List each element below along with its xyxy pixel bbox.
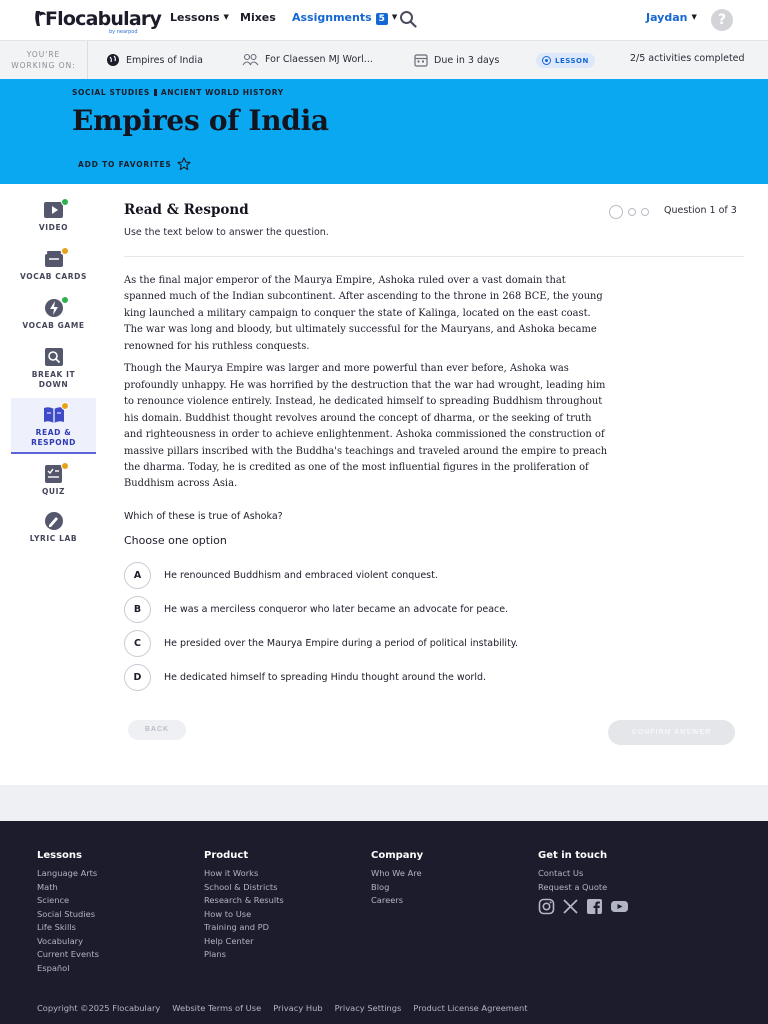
breadcrumb-topic[interactable]: ANCIENT WORLD HISTORY (160, 88, 284, 97)
option-text: He was a merciless conqueror who later became an advocate for peace. (164, 603, 509, 615)
sidebar-item-vocab-game[interactable] (11, 290, 96, 339)
answer-option-b[interactable] (124, 596, 508, 622)
footer-link[interactable]: Español (37, 962, 70, 973)
user-menu[interactable] (646, 11, 697, 24)
footer-column-lessons (37, 850, 99, 975)
favorites-label: ADD TO FAVORITES (78, 159, 172, 169)
option-letter: A (124, 562, 151, 589)
footer-link[interactable]: Plans (204, 949, 226, 959)
footer-column-contact (538, 850, 636, 915)
footer-link-privacy-settings[interactable]: Privacy Settings (334, 1003, 402, 1013)
choose-one-label: Choose one option (124, 534, 227, 547)
footer-link[interactable]: Science (37, 895, 70, 905)
page-title: Empires of India (72, 104, 329, 137)
nav-lessons[interactable] (170, 11, 229, 24)
footer-link[interactable]: Research & Results (204, 895, 284, 905)
footer-link-license[interactable]: Product License Agreement (413, 1003, 528, 1013)
working-due (414, 53, 499, 67)
footer-link[interactable]: Request a Quote (538, 881, 608, 892)
working-on-bar (0, 40, 768, 79)
footer-link[interactable]: School & Districts (204, 881, 278, 892)
top-nav (0, 0, 768, 40)
sidebar-item-label-2: DOWN (38, 380, 69, 389)
status-done-icon (61, 296, 69, 304)
sidebar-item-quiz[interactable] (11, 454, 96, 503)
working-lesson-name: Empires of India (126, 54, 203, 66)
logo-subtext: by nearpod (109, 29, 138, 35)
status-in-progress-icon (61, 402, 69, 410)
sidebar-item-label-2: RESPOND (31, 438, 76, 447)
sidebar-item-label: READ & (35, 428, 72, 437)
footer-link[interactable]: Contact Us (538, 868, 584, 878)
user-name: Jaydan (646, 11, 688, 24)
help-icon[interactable]: ? (711, 9, 733, 31)
footer-link[interactable]: Training and PD (204, 922, 270, 932)
status-in-progress-icon (61, 247, 69, 255)
flocabulary-logo[interactable] (31, 6, 162, 35)
footer-bottom-links (37, 1003, 540, 1013)
divider (124, 256, 744, 257)
footer-link[interactable]: How to Use (204, 908, 252, 919)
option-letter: D (124, 664, 151, 691)
confirm-answer-button[interactable]: CONFIRM ANSWER (608, 720, 735, 745)
status-in-progress-icon (61, 462, 69, 470)
footer-link[interactable]: Help Center (204, 935, 254, 946)
sidebar-item-label: VOCAB CARDS (20, 272, 87, 281)
sidebar-item-label: LYRIC LAB (29, 534, 78, 543)
working-label-line2: WORKING ON: (11, 61, 76, 70)
answer-option-d[interactable] (124, 664, 486, 690)
sidebar-item-label: BREAK IT (31, 370, 76, 379)
working-class (242, 53, 373, 66)
option-text: He dedicated himself to spreading Hindu thought around the world. (164, 671, 487, 683)
working-progress (630, 53, 745, 64)
facebook-icon[interactable] (586, 898, 603, 915)
lesson-dot-icon (542, 56, 551, 65)
option-letter: B (124, 596, 151, 623)
sidebar-item-label: QUIZ (41, 487, 66, 496)
footer-link[interactable]: How it Works (204, 868, 259, 878)
reading-passage (124, 273, 609, 499)
globe-icon (106, 53, 120, 67)
chevron-down-icon: ▼ (391, 13, 398, 21)
add-to-favorites-button[interactable] (78, 157, 191, 171)
footer-heading: Company (371, 850, 424, 861)
option-text: He presided over the Maurya Empire during a period of political instability. (164, 637, 519, 649)
x-twitter-icon[interactable] (562, 898, 579, 915)
footer-heading: Product (204, 850, 249, 861)
footer-link[interactable]: Who We Are (371, 868, 422, 878)
working-on-label (0, 41, 88, 79)
progress-dot-current (609, 205, 623, 219)
search-icon[interactable] (399, 10, 417, 28)
footer-link[interactable]: Careers (371, 895, 404, 905)
footer-link[interactable]: Current Events (37, 949, 99, 959)
lesson-type-badge (536, 53, 595, 68)
footer-link[interactable]: Language Arts (37, 868, 98, 878)
passage-paragraph: As the final major emperor of the Maurya Empire, Ashoka ruled over a vast domain that spanned much of the Indian subcontinent. After ascending to the throne in 268 BCE, the young king launched a military campaign to conquer the state of Kalinga, located on the east coast. The war was long and bloody, but ultimately successful for the Mauryans, and Ashoka became renowned for his ruthless conquests. (124, 275, 603, 352)
footer-link-privacy-hub[interactable]: Privacy Hub (273, 1003, 323, 1013)
working-label-line1: YOU'RE (26, 50, 61, 59)
sidebar-item-break-it-down[interactable] (11, 339, 96, 398)
chevron-down-icon: ▼ (223, 13, 229, 21)
question-text: Which of these is true of Ashoka? (124, 511, 283, 522)
lesson-hero (0, 79, 768, 184)
footer-spacer (0, 785, 768, 821)
sidebar-item-label: VOCAB GAME (22, 321, 85, 330)
nav-mixes[interactable] (240, 11, 276, 24)
answer-option-c[interactable] (124, 630, 518, 656)
assignments-count-badge: 5 (376, 13, 388, 25)
youtube-icon[interactable] (610, 898, 629, 915)
site-footer (0, 821, 768, 1024)
breadcrumb (72, 88, 284, 97)
chevron-down-icon: ▼ (691, 13, 697, 21)
logo-text: Flocabulary (45, 8, 162, 30)
working-due-text: Due in 3 days (434, 54, 500, 66)
lesson-type-label: LESSON (555, 56, 589, 65)
footer-column-product (204, 850, 284, 962)
footer-link[interactable]: Social Studies (37, 908, 96, 919)
footer-link[interactable]: Life Skills (37, 922, 76, 932)
footer-heading: Lessons (37, 850, 82, 861)
answer-option-a[interactable] (124, 562, 438, 588)
footer-link[interactable]: Math (37, 881, 58, 892)
sidebar-item-read-respond[interactable] (11, 398, 96, 454)
question-counter: Question 1 of 3 (664, 205, 737, 216)
nav-mixes-label: Mixes (240, 11, 276, 24)
progress-dot (641, 208, 649, 216)
star-icon (177, 157, 191, 171)
users-icon (242, 53, 259, 66)
sidebar-item-label: VIDEO (38, 223, 69, 232)
calendar-icon (414, 53, 428, 67)
sidebar-item-vocab-cards[interactable] (11, 241, 96, 290)
magnifier-icon (43, 347, 65, 367)
activity-sidebar (11, 192, 96, 552)
activity-title: Read & Respond (124, 202, 249, 218)
working-progress-text: 2/5 activities completed (630, 53, 745, 64)
footer-heading: Get in touch (538, 850, 608, 861)
breadcrumb-separator (154, 89, 157, 96)
back-button[interactable]: BACK (128, 720, 186, 740)
copyright-text: Copyright ©2025 Flocabulary (37, 1003, 161, 1013)
option-text: He renounced Buddhism and embraced violent conquest. (164, 569, 438, 581)
sidebar-item-lyric-lab[interactable] (11, 503, 96, 552)
nav-assignments[interactable] (292, 11, 397, 25)
question-progress (609, 205, 654, 219)
activity-instructions: Use the text below to answer the question. (124, 227, 329, 238)
nav-lessons-label: Lessons (170, 11, 220, 24)
working-lesson (106, 53, 203, 67)
instagram-icon[interactable] (538, 898, 555, 915)
breadcrumb-subject[interactable]: SOCIAL STUDIES (72, 88, 150, 97)
social-links (538, 898, 636, 915)
working-class-name: For Claessen MJ Worl... (265, 54, 373, 65)
option-letter: C (124, 630, 151, 657)
footer-column-company (371, 850, 423, 908)
nav-assignments-label: Assignments (292, 11, 372, 24)
pencil-note-icon (43, 511, 65, 531)
passage-paragraph: Though the Maurya Empire was larger and more powerful than ever before, Ashoka was profoundly unhappy. He was horrified by the destruction that the war had wrought, leading him to renounce violence entirely. Instead, he dedicated himself to spreading Buddhism throughout his domain. Buddhist thought revolves around the concept of dharma, or the seeking of truth and righteousness in order to achieve enlightenment. Ashoka commissioned the construction of massive pillars inscribed with the Buddha's teachings and traveled around the empire to preach the dharma. Today, he is credited as one of the most influential figures in the proliferation of Buddhism across Asia. (124, 363, 608, 490)
status-done-icon (61, 198, 69, 206)
footer-link[interactable]: Blog (371, 881, 390, 892)
sidebar-item-video[interactable] (11, 192, 96, 241)
progress-dot (628, 208, 636, 216)
footer-link[interactable]: Vocabulary (37, 935, 83, 946)
footer-link-terms[interactable]: Website Terms of Use (172, 1003, 262, 1013)
